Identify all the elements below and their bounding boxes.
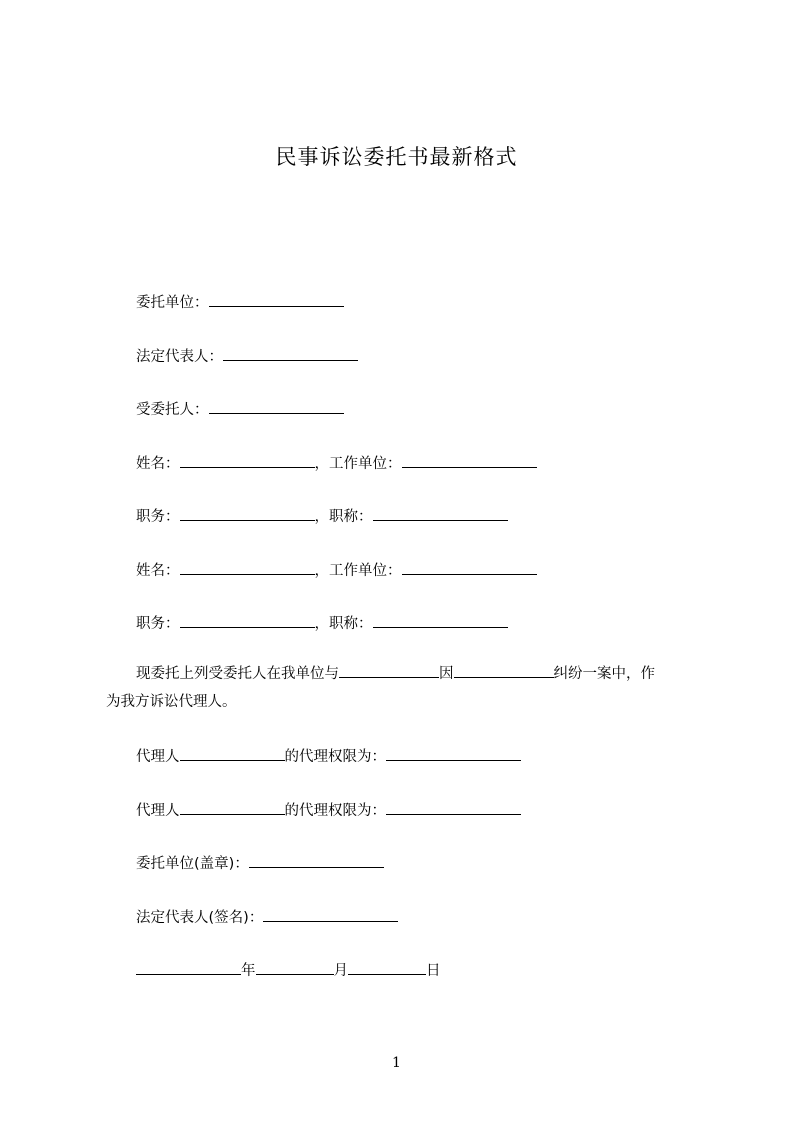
legal-rep-line [136, 345, 358, 367]
dispute-blank[interactable] [454, 662, 554, 678]
agent-label: 代理人 [136, 803, 180, 819]
seal-blank[interactable] [249, 852, 384, 868]
seal-label: 委托单位(盖章)： [136, 856, 249, 872]
work-unit-label: ，工作单位： [314, 456, 402, 472]
delegation-paragraph [106, 660, 706, 716]
client-unit-line [136, 291, 344, 313]
authority-blank[interactable] [386, 745, 521, 761]
date-line [136, 959, 441, 981]
rank-label: ，职称： [314, 509, 373, 525]
month-blank[interactable] [256, 959, 334, 975]
trustee2-name-line [136, 559, 537, 581]
month-label: 月 [333, 963, 348, 979]
day-label: 日 [426, 963, 441, 979]
page-number: 1 [392, 1055, 401, 1071]
paragraph-line-1 [106, 660, 706, 688]
agent-name-blank[interactable] [180, 799, 285, 815]
client-unit-label: 委托单位： [136, 295, 209, 311]
name-label: 姓名： [136, 456, 180, 472]
seal-line [136, 852, 384, 874]
name-blank[interactable] [180, 559, 315, 575]
agent-label: 代理人 [136, 749, 180, 765]
duty-label: 职务： [136, 509, 180, 525]
authority-blank[interactable] [386, 799, 521, 815]
paragraph-text: 纠纷一案中，作 [553, 666, 655, 682]
authority-label: 的代理权限为： [284, 749, 386, 765]
rank-blank[interactable] [373, 505, 508, 521]
paragraph-text: 现委托上列受委托人在我单位与 [136, 666, 339, 682]
trustee-blank[interactable] [209, 398, 344, 414]
legal-rep-blank[interactable] [223, 345, 358, 361]
duty-blank[interactable] [180, 505, 315, 521]
work-unit-blank[interactable] [402, 452, 537, 468]
agent-name-blank[interactable] [180, 745, 285, 761]
trustee1-duty-line [136, 505, 508, 527]
agent1-line [136, 745, 521, 767]
legal-rep-label: 法定代表人： [136, 349, 223, 365]
year-label: 年 [241, 963, 256, 979]
opponent-blank[interactable] [339, 662, 439, 678]
name-blank[interactable] [180, 452, 315, 468]
authority-label: 的代理权限为： [284, 803, 386, 819]
agent2-line [136, 799, 521, 821]
signature-label: 法定代表人(签名)： [136, 910, 264, 926]
rank-blank[interactable] [373, 612, 508, 628]
trustee-line [136, 398, 344, 420]
day-blank[interactable] [348, 959, 426, 975]
work-unit-label: ，工作单位： [314, 563, 402, 579]
signature-blank[interactable] [263, 906, 398, 922]
rank-label: ，职称： [314, 616, 373, 632]
year-blank[interactable] [136, 959, 241, 975]
trustee-label: 受委托人： [136, 402, 209, 418]
signature-line [136, 906, 398, 928]
client-unit-blank[interactable] [209, 291, 344, 307]
document-title: 民事诉讼委托书最新格式 [275, 145, 518, 169]
paragraph-text: 因 [439, 666, 454, 682]
name-label: 姓名： [136, 563, 180, 579]
trustee2-duty-line [136, 612, 508, 634]
duty-blank[interactable] [180, 612, 315, 628]
duty-label: 职务： [136, 616, 180, 632]
trustee1-name-line [136, 452, 537, 474]
paragraph-line-2: 为我方诉讼代理人。 [106, 694, 237, 710]
work-unit-blank[interactable] [402, 559, 537, 575]
